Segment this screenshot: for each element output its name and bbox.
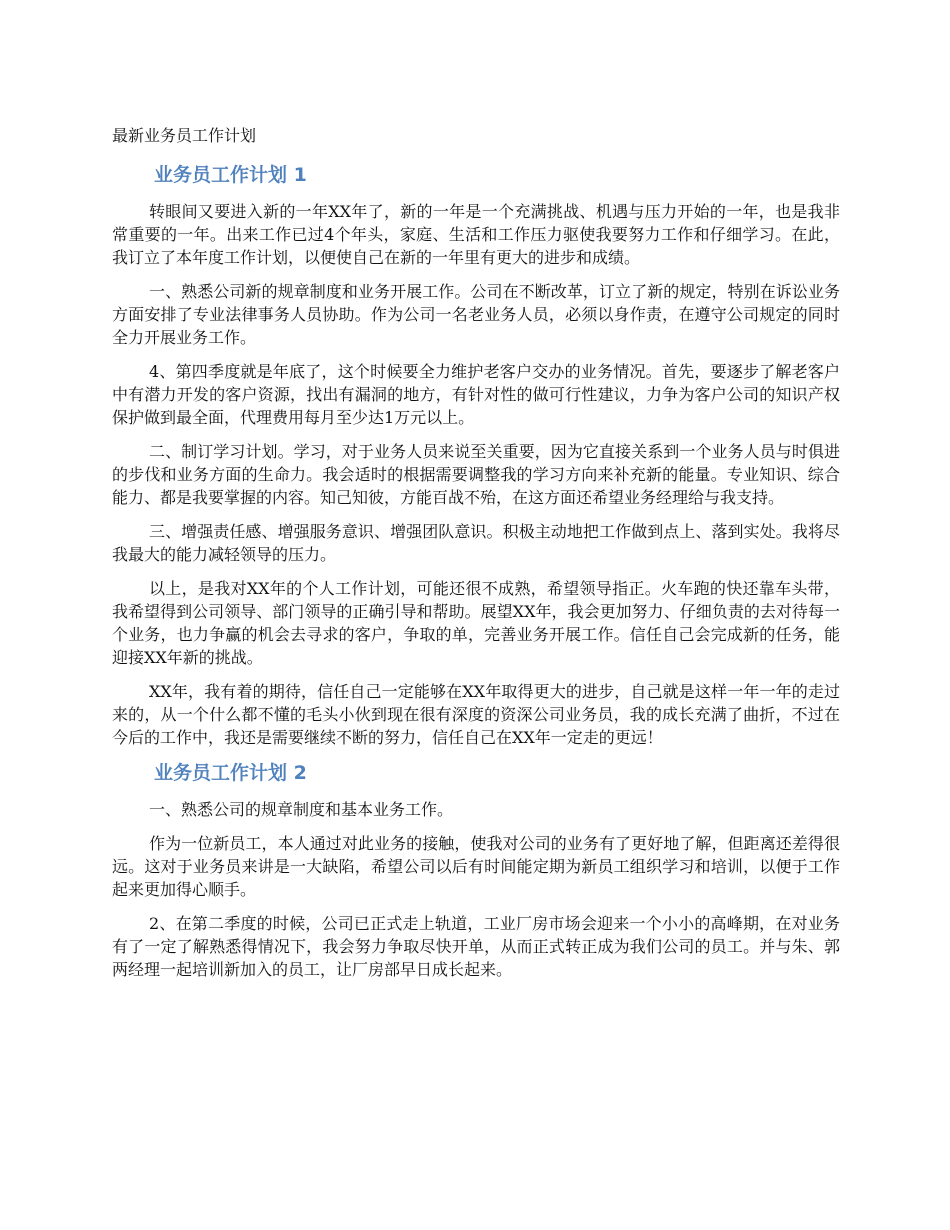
paragraph: 4、第四季度就是年底了，这个时候要全力维护老客户交办的业务情况。首先，要逐步了解老客户中有潜力开发的客户资源，找出有漏洞的地方，有针对性的做可行性建议，力争为客户公司的知识产权保护做到最全面，代理费用每月至少达1万元以上。 xyxy=(112,362,840,427)
paragraph: 以上，是我对XX年的个人工作计划，可能还很不成熟，希望领导指正。火车跑的快还靠车头带，我希望得到公司领导、部门领导的正确引导和帮助。展望XX年，我会更加努力、仔细负责的去对待每一个业务，也力争赢的机会去寻求的客户，争取的单，完善业务开展工作。信任自己会完成新的任务，能迎接XX年新的挑战。 xyxy=(112,579,840,667)
paragraph: 二、制订学习计划。学习，对于业务人员来说至关重要，因为它直接关系到一个业务人员与时俱进的步伐和业务方面的生命力。我会适时的根据需要调整我的学习方向来补充新的能量。专业知识、综合能力、都是我要掌握的内容。知己知彼，方能百战不殆，在这方面还希望业务经理给与我支持。 xyxy=(112,442,840,507)
section-heading: 业务员工作计划 1 xyxy=(154,164,307,186)
paragraph: XX年，我有着的期待，信任自己一定能够在XX年取得更大的进步，自己就是这样一年一年的走过来的，从一个什么都不懂的毛头小伙到现在很有深度的资深公司业务员，我的成长充满了曲折，不过在今后的工作中，我还是需要继续不断的努力，信任自己在XX年一定走的更远！ xyxy=(112,682,840,747)
paragraph: 转眼间又要进入新的一年XX年了，新的一年是一个充满挑战、机遇与压力开始的一年，也是我非常重要的一年。出来工作已过4个年头，家庭、生活和工作压力驱使我要努力工作和仔细学习。在此，我订立了本年度工作计划，以便使自己在新的一年里有更大的进步和成绩。 xyxy=(112,202,840,267)
paragraph: 作为一位新员工，本人通过对此业务的接触，使我对公司的业务有了更好地了解，但距离还差得很远。这对于业务员来讲是一大缺陷，希望公司以后有时间能定期为新员工组织学习和培训，以便于工作起来更加得心顺手。 xyxy=(112,834,840,899)
paragraph: 一、熟悉公司新的规章制度和业务开展工作。公司在不断改革，订立了新的规定，特别在诉讼业务方面安排了专业法律事务人员协助。作为公司一名老业务人员，必须以身作责，在遵守公司规定的同时全力开展业务工作。 xyxy=(112,282,840,347)
section-2 xyxy=(112,760,840,981)
paragraph: 三、增强责任感、增强服务意识、增强团队意识。积极主动地把工作做到点上、落到实处。我将尽我最大的能力减轻领导的压力。 xyxy=(112,522,840,564)
section-heading: 业务员工作计划 2 xyxy=(154,762,307,784)
paragraph: 2、在第二季度的时候，公司已正式走上轨道，工业厂房市场会迎来一个小小的高峰期，在对业务有了一定了解熟悉得情况下，我会努力争取尽快开单，从而正式转正成为我们公司的员工。并与朱、郭两经理一起培训新加入的员工，让厂房部早日成长起来。 xyxy=(112,914,840,979)
document-title: 最新业务员工作计划 xyxy=(112,126,257,145)
document-page xyxy=(112,124,840,992)
section-1 xyxy=(112,162,840,749)
paragraph: 一、熟悉公司的规章制度和基本业务工作。 xyxy=(149,800,454,819)
